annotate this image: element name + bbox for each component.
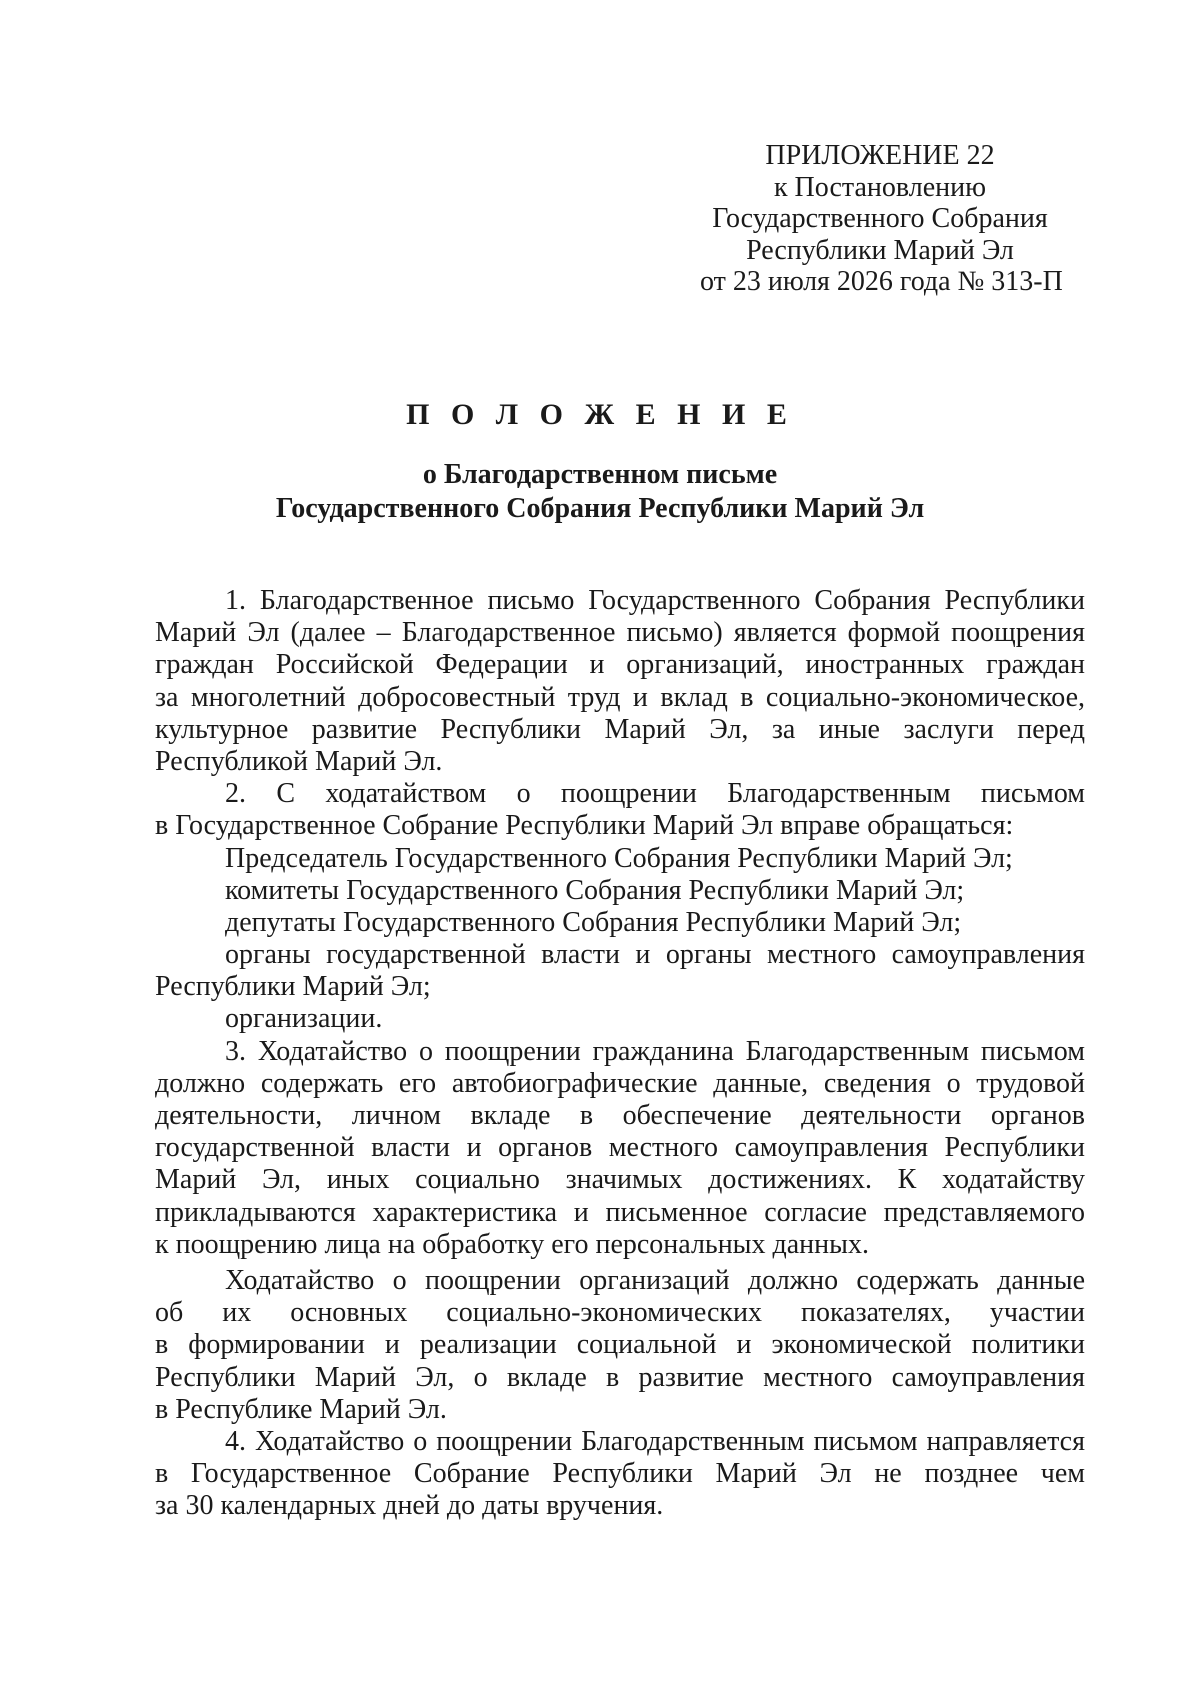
paragraph-3-line: прикладываются характеристика и письменное согласие представляемого [155,1196,1085,1228]
subtitle-line: о Благодарственном письме [422,459,778,490]
document-body [155,585,1085,1522]
paragraph-3-line: деятельности, личном вкладе в обеспечение деятельности органов [155,1100,1085,1131]
list-item: Председатель Государственного Собрания Республики Марий Эл; [225,842,1013,874]
appendix-number: ПРИЛОЖЕНИЕ 22 [765,140,995,171]
paragraph-1-line: граждан Российской Федерации и организаций, иностранных граждан [155,649,1085,681]
appendix-line: Республики Марий Эл [746,234,1014,266]
paragraph-3b-line: в формировании и реализации социальной и экономической политики [155,1329,1085,1361]
paragraph-4-line: за 30 календарных дней до даты вручения. [155,1490,664,1522]
paragraph-3b-line: в Республике Марий Эл. [155,1393,447,1425]
document-title: П О Л О Ж Е Н И Е [406,398,794,431]
paragraph-1-line: культурное развитие Республики Марий Эл, за иные заслуги перед [155,713,1085,745]
list-item: организации. [225,1003,383,1035]
appendix-date-number: от 23 июля 2026 года № 313-П [700,266,1063,297]
list-item: органы государственной власти и органы местного самоуправления [225,939,1085,971]
paragraph-2-line: 2. С ходатайством о поощрении Благодарственным письмом [225,778,1085,810]
paragraph-1-line: за многолетний добросовестный труд и вклад в социально-экономическое, [155,681,1085,713]
paragraph-4-line: 4. Ходатайство о поощрении Благодарственным письмом направляется [225,1425,1085,1457]
list-item: Республики Марий Эл; [155,971,431,1003]
appendix-line: Государственного Собрания [712,203,1048,234]
paragraph-3-line: к поощрению лица на обработку его персональных данных. [155,1228,869,1260]
document-subtitle [0,458,1200,526]
appendix-block [700,140,1063,298]
paragraph-1-line: 1. Благодарственное письмо Государственного Собрания Республики [225,585,1085,616]
list-item: депутаты Государственного Собрания Республики Марий Эл; [225,906,962,938]
paragraph-4-line: в Государственное Собрание Республики Марий Эл не позднее чем [155,1458,1085,1490]
paragraph-3b-line: Ходатайство о поощрении организаций должно содержать данные [225,1264,1085,1296]
paragraph-3b-line: Республики Марий Эл, о вкладе в развитие местного самоуправления [155,1361,1085,1393]
appendix-line: к Постановлению [773,171,987,203]
paragraph-2-line: в Государственное Собрание Республики Марий Эл вправе обращаться: [155,810,1014,842]
list-item: комитеты Государственного Собрания Республики Марий Эл; [225,874,965,906]
paragraph-3-line: 3. Ходатайство о поощрении гражданина Благодарственным письмом [225,1035,1085,1067]
paragraph-3-line: должно содержать его автобиографические данные, сведения о трудовой [155,1067,1085,1099]
paragraph-3-line: Марий Эл, иных социально значимых достижениях. К ходатайству [155,1164,1085,1196]
subtitle-line: Государственного Собрания Республики Марий Эл [275,493,925,524]
paragraph-1-line: Марий Эл (далее – Благодарственное письмо) является формой поощрения [155,617,1085,649]
paragraph-1-line: Республикой Марий Эл. [155,745,443,777]
paragraph-3-line: государственной власти и органов местного самоуправления Республики [155,1132,1085,1164]
paragraph-3b-line: об их основных социально-экономических показателях, участии [155,1297,1085,1329]
